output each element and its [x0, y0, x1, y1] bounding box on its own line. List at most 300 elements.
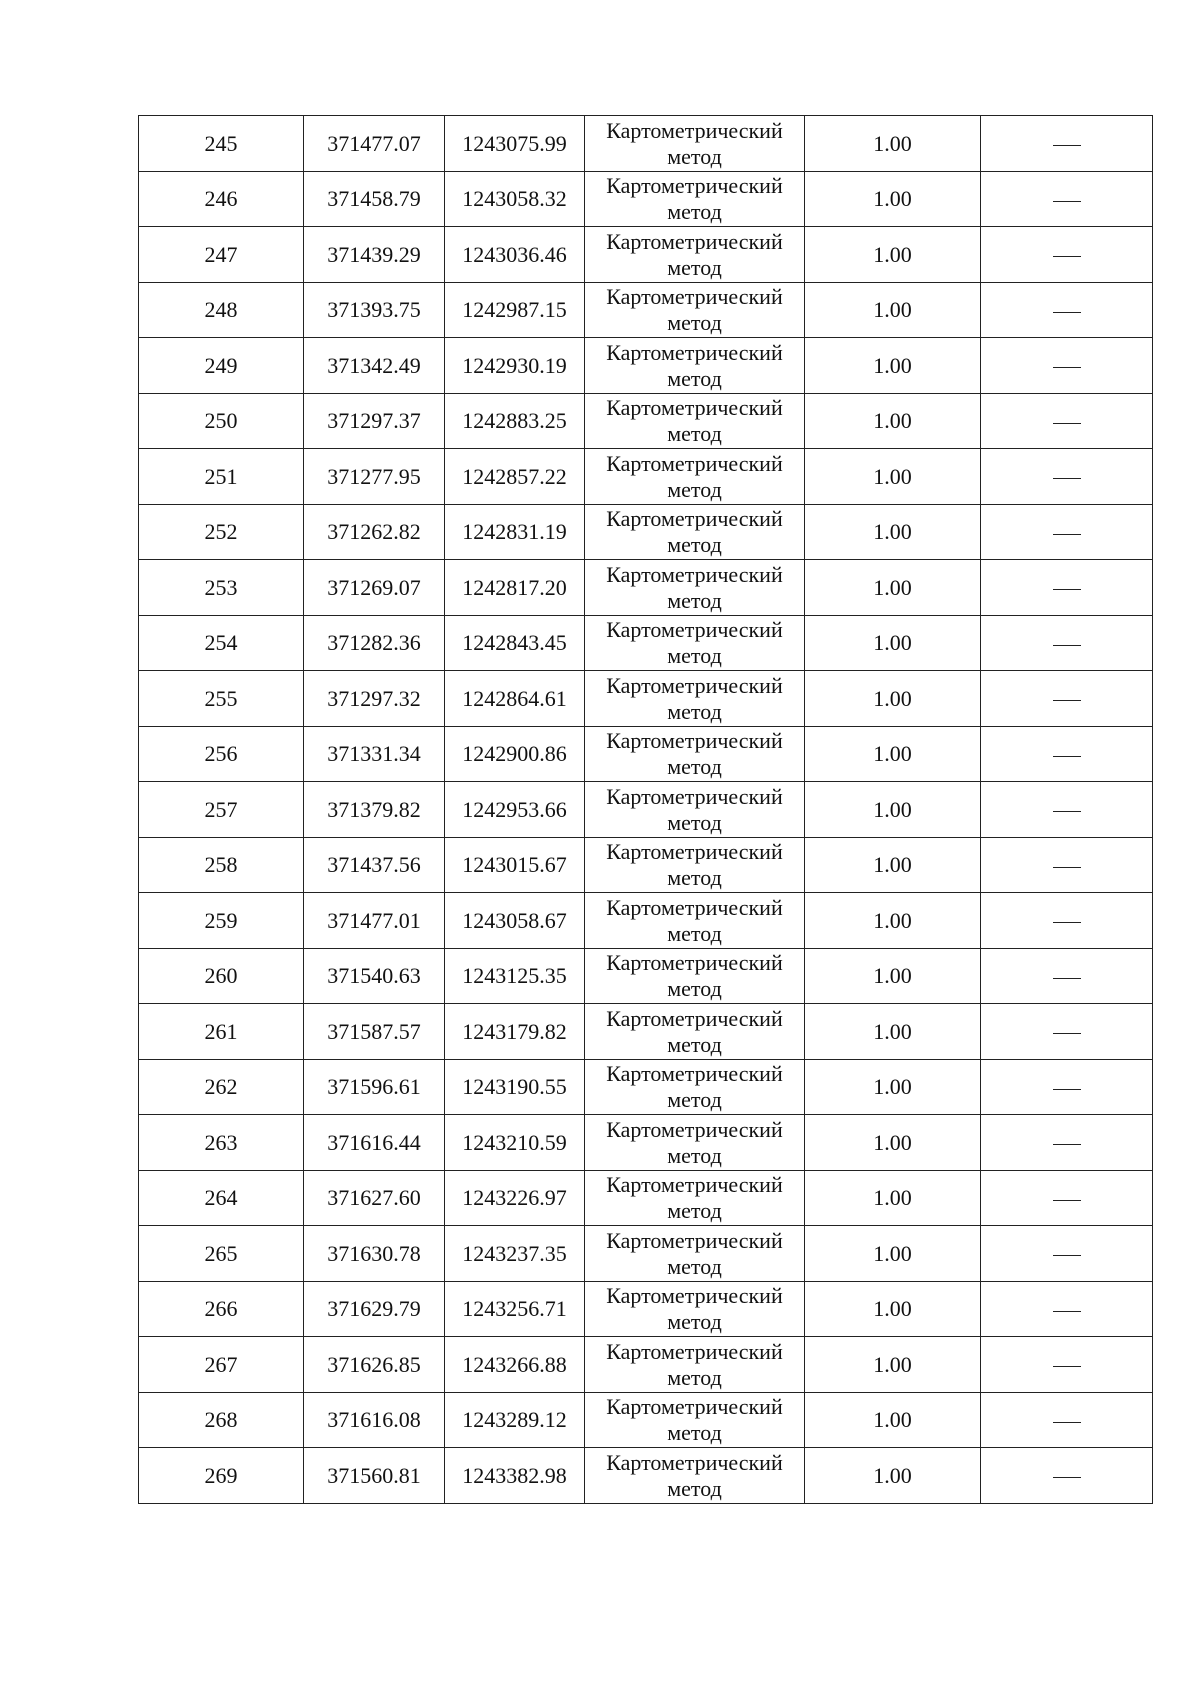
- x-coordinate: 371627.60: [327, 1185, 421, 1211]
- method-line-1: Картометрический: [606, 1338, 783, 1364]
- x-coordinate: 371393.75: [327, 297, 421, 323]
- note-cell: [981, 782, 1153, 838]
- point-number-cell: [139, 615, 304, 671]
- table-row: [139, 1115, 1153, 1171]
- method-line-1: Картометрический: [606, 561, 783, 587]
- method-line-1: Картометрический: [606, 450, 783, 476]
- y-coordinate: 1242987.15: [462, 297, 567, 323]
- point-number-cell: [139, 449, 304, 505]
- method-cell: [585, 948, 805, 1004]
- table-row: [139, 1059, 1153, 1115]
- table-row: [139, 1226, 1153, 1282]
- point-number: 255: [204, 685, 238, 711]
- dash-mark: [1053, 1422, 1081, 1423]
- method-line-1: Картометрический: [606, 117, 783, 143]
- accuracy-value: 1.00: [873, 1018, 912, 1044]
- x-coordinate: 371616.08: [327, 1407, 421, 1433]
- point-number: 258: [204, 852, 238, 878]
- x-coordinate: 371262.82: [327, 519, 421, 545]
- x-coordinate-cell: [304, 893, 445, 949]
- accuracy-value: 1.00: [873, 408, 912, 434]
- accuracy-value: 1.00: [873, 297, 912, 323]
- table-row: [139, 1337, 1153, 1393]
- point-number-cell: [139, 1059, 304, 1115]
- note-cell: [981, 615, 1153, 671]
- table-row: [139, 1281, 1153, 1337]
- accuracy-cell: [805, 171, 981, 227]
- x-coordinate-cell: [304, 1170, 445, 1226]
- method-line-1: Картометрический: [606, 339, 783, 365]
- method-cell: [585, 227, 805, 283]
- accuracy-value: 1.00: [873, 186, 912, 212]
- method-cell: [585, 726, 805, 782]
- y-coordinate: 1242900.86: [462, 741, 567, 767]
- accuracy-cell: [805, 615, 981, 671]
- method-line-1: Картометрический: [606, 1227, 783, 1253]
- accuracy-cell: [805, 1170, 981, 1226]
- point-number-cell: [139, 282, 304, 338]
- x-coordinate-cell: [304, 1226, 445, 1282]
- x-coordinate-cell: [304, 726, 445, 782]
- method-line-2: метод: [667, 976, 722, 1002]
- method-line-2: метод: [667, 1475, 722, 1501]
- accuracy-cell: [805, 393, 981, 449]
- point-number-cell: [139, 1392, 304, 1448]
- x-coordinate-cell: [304, 1337, 445, 1393]
- method-line-1: Картометрический: [606, 1172, 783, 1198]
- accuracy-value: 1.00: [873, 1240, 912, 1266]
- x-coordinate-cell: [304, 1059, 445, 1115]
- x-coordinate-cell: [304, 1448, 445, 1504]
- note-cell: [981, 338, 1153, 394]
- method-line-2: метод: [667, 476, 722, 502]
- point-number-cell: [139, 1448, 304, 1504]
- x-coordinate-cell: [304, 615, 445, 671]
- y-coordinate-cell: [445, 893, 585, 949]
- method-line-2: метод: [667, 1420, 722, 1446]
- method-line-1: Картометрический: [606, 1394, 783, 1420]
- method-cell: [585, 1281, 805, 1337]
- method-line-1: Картометрический: [606, 672, 783, 698]
- accuracy-cell: [805, 1337, 981, 1393]
- method-line-1: Картометрический: [606, 728, 783, 754]
- method-line-2: метод: [667, 865, 722, 891]
- x-coordinate-cell: [304, 171, 445, 227]
- table-row: [139, 282, 1153, 338]
- dash-mark: [1053, 1255, 1081, 1256]
- table-row: [139, 116, 1153, 172]
- dash-mark: [1053, 1089, 1081, 1090]
- point-number-cell: [139, 782, 304, 838]
- method-cell: [585, 282, 805, 338]
- accuracy-value: 1.00: [873, 130, 912, 156]
- method-line-1: Картометрический: [606, 950, 783, 976]
- accuracy-cell: [805, 1115, 981, 1171]
- method-line-2: метод: [667, 698, 722, 724]
- accuracy-cell: [805, 1226, 981, 1282]
- point-number: 264: [204, 1185, 238, 1211]
- note-cell: [981, 1281, 1153, 1337]
- point-number-cell: [139, 504, 304, 560]
- note-cell: [981, 948, 1153, 1004]
- method-line-2: метод: [667, 143, 722, 169]
- point-number: 259: [204, 907, 238, 933]
- method-line-1: Картометрический: [606, 1005, 783, 1031]
- method-line-1: Картометрический: [606, 783, 783, 809]
- note-cell: [981, 171, 1153, 227]
- accuracy-cell: [805, 1281, 981, 1337]
- method-line-2: метод: [667, 310, 722, 336]
- table-row: [139, 449, 1153, 505]
- accuracy-cell: [805, 782, 981, 838]
- y-coordinate-cell: [445, 948, 585, 1004]
- x-coordinate: 371458.79: [327, 186, 421, 212]
- dash-mark: [1053, 978, 1081, 979]
- method-line-2: метод: [667, 199, 722, 225]
- y-coordinate-cell: [445, 726, 585, 782]
- method-line-1: Картометрический: [606, 284, 783, 310]
- point-number-cell: [139, 1281, 304, 1337]
- table-row: [139, 560, 1153, 616]
- dash-mark: [1053, 1144, 1081, 1145]
- accuracy-cell: [805, 948, 981, 1004]
- point-number-cell: [139, 671, 304, 727]
- x-coordinate: 371616.44: [327, 1129, 421, 1155]
- note-cell: [981, 282, 1153, 338]
- y-coordinate-cell: [445, 393, 585, 449]
- y-coordinate-cell: [445, 116, 585, 172]
- x-coordinate: 371437.56: [327, 852, 421, 878]
- dash-mark: [1053, 811, 1081, 812]
- y-coordinate: 1243237.35: [462, 1240, 567, 1266]
- y-coordinate-cell: [445, 1448, 585, 1504]
- method-line-2: метод: [667, 1198, 722, 1224]
- accuracy-cell: [805, 1004, 981, 1060]
- y-coordinate: 1243075.99: [462, 130, 567, 156]
- note-cell: [981, 1170, 1153, 1226]
- x-coordinate-cell: [304, 782, 445, 838]
- accuracy-value: 1.00: [873, 1407, 912, 1433]
- y-coordinate-cell: [445, 1059, 585, 1115]
- accuracy-cell: [805, 726, 981, 782]
- point-number-cell: [139, 893, 304, 949]
- method-cell: [585, 504, 805, 560]
- method-line-1: Картометрический: [606, 1283, 783, 1309]
- y-coordinate: 1242831.19: [462, 519, 567, 545]
- note-cell: [981, 1059, 1153, 1115]
- method-line-1: Картометрический: [606, 617, 783, 643]
- method-cell: [585, 449, 805, 505]
- method-line-2: метод: [667, 809, 722, 835]
- point-number-cell: [139, 393, 304, 449]
- note-cell: [981, 393, 1153, 449]
- point-number-cell: [139, 227, 304, 283]
- table-row: [139, 504, 1153, 560]
- note-cell: [981, 116, 1153, 172]
- x-coordinate: 371297.32: [327, 685, 421, 711]
- method-line-2: метод: [667, 254, 722, 280]
- accuracy-value: 1.00: [873, 852, 912, 878]
- method-line-2: метод: [667, 365, 722, 391]
- x-coordinate-cell: [304, 837, 445, 893]
- x-coordinate: 371439.29: [327, 241, 421, 267]
- accuracy-cell: [805, 560, 981, 616]
- accuracy-cell: [805, 449, 981, 505]
- point-number: 267: [204, 1351, 238, 1377]
- accuracy-value: 1.00: [873, 685, 912, 711]
- note-cell: [981, 449, 1153, 505]
- table-row: [139, 393, 1153, 449]
- y-coordinate-cell: [445, 615, 585, 671]
- table-row: [139, 782, 1153, 838]
- accuracy-value: 1.00: [873, 1185, 912, 1211]
- dash-mark: [1053, 700, 1081, 701]
- accuracy-cell: [805, 116, 981, 172]
- x-coordinate-cell: [304, 116, 445, 172]
- accuracy-cell: [805, 282, 981, 338]
- point-number-cell: [139, 560, 304, 616]
- method-line-2: метод: [667, 532, 722, 558]
- accuracy-cell: [805, 227, 981, 283]
- y-coordinate-cell: [445, 1392, 585, 1448]
- method-cell: [585, 615, 805, 671]
- y-coordinate-cell: [445, 227, 585, 283]
- point-number: 266: [204, 1296, 238, 1322]
- method-cell: [585, 1448, 805, 1504]
- dash-mark: [1053, 423, 1081, 424]
- x-coordinate: 371297.37: [327, 408, 421, 434]
- y-coordinate: 1243015.67: [462, 852, 567, 878]
- y-coordinate-cell: [445, 1337, 585, 1393]
- method-line-2: метод: [667, 1253, 722, 1279]
- method-line-2: метод: [667, 1364, 722, 1390]
- y-coordinate: 1243058.67: [462, 907, 567, 933]
- x-coordinate: 371629.79: [327, 1296, 421, 1322]
- method-line-1: Картометрический: [606, 395, 783, 421]
- y-coordinate: 1242817.20: [462, 574, 567, 600]
- method-cell: [585, 171, 805, 227]
- x-coordinate: 371477.07: [327, 130, 421, 156]
- accuracy-value: 1.00: [873, 907, 912, 933]
- point-number: 253: [204, 574, 238, 600]
- point-number-cell: [139, 116, 304, 172]
- y-coordinate: 1243226.97: [462, 1185, 567, 1211]
- x-coordinate-cell: [304, 338, 445, 394]
- y-coordinate: 1242843.45: [462, 630, 567, 656]
- table-row: [139, 893, 1153, 949]
- y-coordinate-cell: [445, 338, 585, 394]
- table-row: [139, 1170, 1153, 1226]
- table-row: [139, 1392, 1153, 1448]
- dash-mark: [1053, 256, 1081, 257]
- note-cell: [981, 504, 1153, 560]
- dash-mark: [1053, 1311, 1081, 1312]
- coordinates-table: [138, 115, 1153, 1504]
- y-coordinate: 1242953.66: [462, 796, 567, 822]
- x-coordinate-cell: [304, 227, 445, 283]
- y-coordinate-cell: [445, 782, 585, 838]
- point-number: 245: [204, 130, 238, 156]
- point-number-cell: [139, 837, 304, 893]
- accuracy-value: 1.00: [873, 574, 912, 600]
- y-coordinate-cell: [445, 1115, 585, 1171]
- method-cell: [585, 338, 805, 394]
- point-number-cell: [139, 948, 304, 1004]
- method-line-1: Картометрический: [606, 839, 783, 865]
- y-coordinate: 1242857.22: [462, 463, 567, 489]
- accuracy-value: 1.00: [873, 1296, 912, 1322]
- table-row: [139, 338, 1153, 394]
- dash-mark: [1053, 756, 1081, 757]
- point-number: 263: [204, 1129, 238, 1155]
- accuracy-cell: [805, 338, 981, 394]
- method-line-1: Картометрический: [606, 1061, 783, 1087]
- y-coordinate-cell: [445, 171, 585, 227]
- table-row: [139, 171, 1153, 227]
- method-line-1: Картометрический: [606, 228, 783, 254]
- method-line-2: метод: [667, 643, 722, 669]
- table-row: [139, 948, 1153, 1004]
- y-coordinate: 1243125.35: [462, 963, 567, 989]
- method-cell: [585, 393, 805, 449]
- point-number: 254: [204, 630, 238, 656]
- y-coordinate: 1242864.61: [462, 685, 567, 711]
- x-coordinate: 371282.36: [327, 630, 421, 656]
- accuracy-value: 1.00: [873, 1462, 912, 1488]
- x-coordinate-cell: [304, 1115, 445, 1171]
- x-coordinate-cell: [304, 393, 445, 449]
- y-coordinate-cell: [445, 671, 585, 727]
- note-cell: [981, 1392, 1153, 1448]
- x-coordinate: 371379.82: [327, 796, 421, 822]
- method-line-2: метод: [667, 754, 722, 780]
- y-coordinate-cell: [445, 449, 585, 505]
- x-coordinate: 371277.95: [327, 463, 421, 489]
- y-coordinate-cell: [445, 504, 585, 560]
- y-coordinate-cell: [445, 1170, 585, 1226]
- dash-mark: [1053, 1033, 1081, 1034]
- y-coordinate: 1243190.55: [462, 1074, 567, 1100]
- point-number: 246: [204, 186, 238, 212]
- method-line-2: метод: [667, 587, 722, 613]
- accuracy-cell: [805, 893, 981, 949]
- dash-mark: [1053, 201, 1081, 202]
- point-number-cell: [139, 338, 304, 394]
- accuracy-cell: [805, 1448, 981, 1504]
- note-cell: [981, 1448, 1153, 1504]
- x-coordinate: 371626.85: [327, 1351, 421, 1377]
- method-line-2: метод: [667, 421, 722, 447]
- x-coordinate: 371630.78: [327, 1240, 421, 1266]
- coordinates-table-body: [139, 116, 1153, 1504]
- note-cell: [981, 1004, 1153, 1060]
- x-coordinate: 371342.49: [327, 352, 421, 378]
- table-row: [139, 671, 1153, 727]
- method-line-2: метод: [667, 1087, 722, 1113]
- method-cell: [585, 116, 805, 172]
- accuracy-value: 1.00: [873, 519, 912, 545]
- point-number-cell: [139, 171, 304, 227]
- accuracy-value: 1.00: [873, 963, 912, 989]
- point-number: 250: [204, 408, 238, 434]
- method-cell: [585, 782, 805, 838]
- dash-mark: [1053, 367, 1081, 368]
- y-coordinate-cell: [445, 837, 585, 893]
- x-coordinate-cell: [304, 449, 445, 505]
- table-row: [139, 1448, 1153, 1504]
- x-coordinate-cell: [304, 671, 445, 727]
- accuracy-cell: [805, 504, 981, 560]
- dash-mark: [1053, 145, 1081, 146]
- point-number-cell: [139, 1004, 304, 1060]
- method-cell: [585, 837, 805, 893]
- accuracy-value: 1.00: [873, 1351, 912, 1377]
- dash-mark: [1053, 1477, 1081, 1478]
- y-coordinate: 1243036.46: [462, 241, 567, 267]
- x-coordinate: 371587.57: [327, 1018, 421, 1044]
- point-number-cell: [139, 1226, 304, 1282]
- note-cell: [981, 560, 1153, 616]
- point-number-cell: [139, 1170, 304, 1226]
- note-cell: [981, 726, 1153, 782]
- accuracy-value: 1.00: [873, 630, 912, 656]
- x-coordinate: 371540.63: [327, 963, 421, 989]
- y-coordinate: 1243256.71: [462, 1296, 567, 1322]
- point-number-cell: [139, 726, 304, 782]
- y-coordinate: 1243179.82: [462, 1018, 567, 1044]
- x-coordinate: 371269.07: [327, 574, 421, 600]
- accuracy-cell: [805, 837, 981, 893]
- dash-mark: [1053, 645, 1081, 646]
- accuracy-cell: [805, 671, 981, 727]
- x-coordinate-cell: [304, 1392, 445, 1448]
- method-cell: [585, 1392, 805, 1448]
- dash-mark: [1053, 534, 1081, 535]
- method-line-2: метод: [667, 1309, 722, 1335]
- x-coordinate-cell: [304, 948, 445, 1004]
- table-row: [139, 1004, 1153, 1060]
- method-cell: [585, 893, 805, 949]
- x-coordinate-cell: [304, 1281, 445, 1337]
- method-cell: [585, 1115, 805, 1171]
- y-coordinate-cell: [445, 1004, 585, 1060]
- method-cell: [585, 671, 805, 727]
- y-coordinate-cell: [445, 1226, 585, 1282]
- x-coordinate-cell: [304, 504, 445, 560]
- table-row: [139, 726, 1153, 782]
- accuracy-value: 1.00: [873, 1074, 912, 1100]
- method-cell: [585, 1170, 805, 1226]
- method-line-2: метод: [667, 1031, 722, 1057]
- method-line-1: Картометрический: [606, 173, 783, 199]
- accuracy-value: 1.00: [873, 741, 912, 767]
- accuracy-cell: [805, 1392, 981, 1448]
- method-cell: [585, 560, 805, 616]
- method-cell: [585, 1059, 805, 1115]
- accuracy-cell: [805, 1059, 981, 1115]
- point-number: 262: [204, 1074, 238, 1100]
- point-number: 265: [204, 1240, 238, 1266]
- x-coordinate: 371477.01: [327, 907, 421, 933]
- point-number: 261: [204, 1018, 238, 1044]
- note-cell: [981, 1226, 1153, 1282]
- method-cell: [585, 1226, 805, 1282]
- point-number: 257: [204, 796, 238, 822]
- x-coordinate-cell: [304, 282, 445, 338]
- point-number: 260: [204, 963, 238, 989]
- point-number: 248: [204, 297, 238, 323]
- note-cell: [981, 837, 1153, 893]
